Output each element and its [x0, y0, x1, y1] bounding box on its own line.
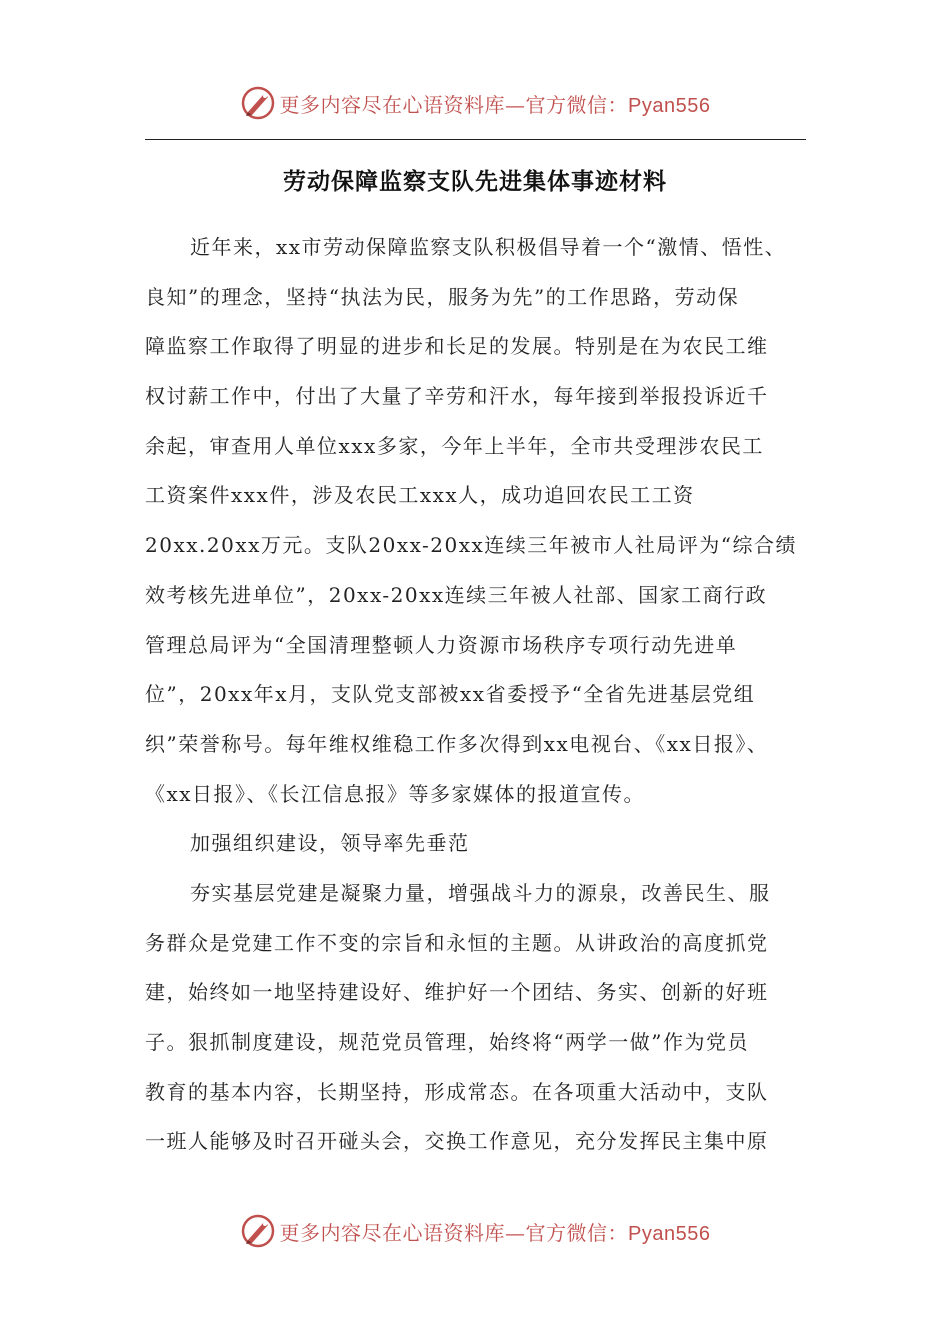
header-rule	[145, 139, 806, 140]
section-heading: 加强组织建设，领导率先垂范	[190, 831, 470, 856]
banner-text: 更多内容尽在心语资料库—官方微信：Pyan556	[279, 1220, 711, 1245]
text-line: 织”荣誉称号。每年维权维稳工作多次得到xx电视台、《xx日报》、	[145, 731, 769, 756]
text-line: 一班人能够及时召开碰头会，交换工作意见，充分发挥民主集中原	[145, 1129, 769, 1154]
text-line: 近年来，xx市劳动保障监察支队积极倡导着一个“激情、悟性、	[190, 235, 787, 259]
text-line: 位”，20xx年x月，支队党支部被xx省委授予“全省先进基层党组	[145, 682, 756, 707]
pen-logo-icon	[240, 85, 276, 121]
text-line: 建，始终如一地坚持建设好、维护好一个团结、务实、创新的好班	[145, 980, 769, 1005]
text-line: 教育的基本内容，长期坚持，形成常态。在各项重大活动中，支队	[145, 1079, 769, 1104]
text-line: 工资案件xxx件，涉及农民工xxx人，成功追回农民工工资	[145, 483, 695, 508]
banner-text: 更多内容尽在心语资料库—官方微信：Pyan556	[279, 92, 711, 117]
text-line: 子。狠抓制度建设，规范党员管理，始终将“两学一做”作为党员	[145, 1030, 749, 1054]
pen-logo-icon	[240, 1213, 276, 1249]
text-line: 夯实基层党建是凝聚力量，增强战斗力的源泉，改善民生、服	[190, 880, 771, 905]
text-line: 权讨薪工作中，付出了大量了辛劳和汗水，每年接到举报投诉近千	[145, 384, 769, 409]
text-line: 务群众是党建工作不变的宗旨和永恒的主题。从讲政治的高度抓党	[145, 930, 769, 955]
text-line: 管理总局评为“全国清理整顿人力资源市场秩序专项行动先进单	[145, 632, 738, 657]
text-line: 《xx日报》、《长江信息报》等多家媒体的报道宣传。	[145, 781, 646, 806]
header-banner	[0, 78, 950, 128]
text-line: 效考核先进单位”，20xx-20xx连续三年被人社部、国家工商行政	[145, 582, 768, 607]
text-line: 良知”的理念，坚持“执法为民，服务为先”的工作思路，劳动保	[145, 284, 740, 309]
wechat-id: Pyan556	[628, 94, 711, 117]
document-title: 劳动保障监察支队先进集体事迹材料	[283, 168, 667, 195]
text-line: 余起，审查用人单位xxx多家，今年上半年，全市共受理涉农民工	[145, 433, 764, 458]
text-line: 20xx.20xx万元。支队20xx-20xx连续三年被市人社局评为“综合绩	[145, 533, 798, 558]
text-line: 障监察工作取得了明显的进步和长足的发展。特别是在为农民工维	[145, 334, 769, 359]
document-body	[145, 223, 825, 1167]
wechat-id: Pyan556	[628, 1222, 711, 1245]
footer-banner	[0, 1206, 950, 1256]
